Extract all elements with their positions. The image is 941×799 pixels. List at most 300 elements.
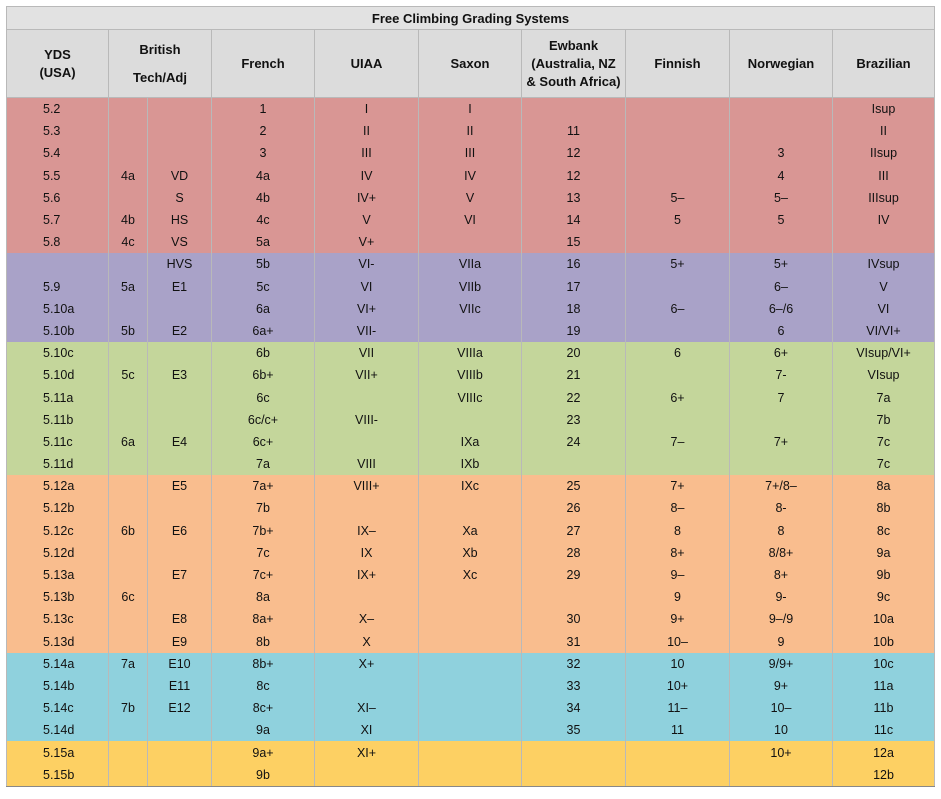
cell-brazilian: Isup [833,98,935,121]
cell-yds: 5.5 [7,165,109,187]
cell-uiaa: VIII [315,453,419,475]
cell-british-adj [148,764,212,787]
cell-norwegian: 9- [730,586,833,608]
table-row [7,231,935,253]
cell-yds: 5.10a [7,298,109,320]
cell-uiaa: IV+ [315,187,419,209]
cell-yds: 5.4 [7,142,109,164]
cell-british-tech: 5c [109,364,148,386]
cell-british-adj [148,409,212,431]
cell-brazilian: 8b [833,497,935,519]
header-ewbank [522,30,626,98]
cell-french: 2 [212,120,315,142]
header-british-line1: British [139,41,181,57]
cell-saxon: VIIb [419,276,522,298]
table-row [7,386,935,408]
cell-ewbank: 26 [522,497,626,519]
cell-norwegian: 4 [730,165,833,187]
cell-ewbank: 20 [522,342,626,364]
cell-british-adj [148,719,212,741]
cell-british-adj [148,342,212,364]
cell-saxon: I [419,98,522,121]
cell-yds: 5.10b [7,320,109,342]
table-row [7,98,935,121]
cell-british-adj [148,98,212,121]
cell-british-tech [109,608,148,630]
cell-french: 8b+ [212,653,315,675]
cell-british-tech [109,475,148,497]
cell-finnish [626,231,730,253]
table-row [7,165,935,187]
cell-norwegian: 3 [730,142,833,164]
cell-saxon [419,320,522,342]
header-yds-line1: YDS [44,46,71,62]
cell-finnish [626,98,730,121]
cell-saxon [419,608,522,630]
header-yds [7,30,109,98]
cell-ewbank: 22 [522,386,626,408]
cell-uiaa [315,497,419,519]
cell-yds: 5.11a [7,386,109,408]
cell-british-adj: VD [148,165,212,187]
cell-brazilian: III [833,165,935,187]
cell-brazilian: 8a [833,475,935,497]
table-row [7,586,935,608]
table-row [7,764,935,787]
cell-french: 5c [212,276,315,298]
cell-brazilian: 8c [833,520,935,542]
cell-saxon: Xa [419,520,522,542]
cell-saxon: VIIa [419,253,522,275]
cell-ewbank: 31 [522,631,626,653]
cell-saxon [419,764,522,787]
cell-ewbank: 15 [522,231,626,253]
cell-norwegian [730,453,833,475]
cell-brazilian: V [833,276,935,298]
cell-british-tech [109,187,148,209]
cell-yds: 5.6 [7,187,109,209]
cell-uiaa [315,764,419,787]
cell-british-adj: E5 [148,475,212,497]
cell-brazilian: IVsup [833,253,935,275]
cell-finnish [626,142,730,164]
header-french: French [212,30,315,98]
cell-british-adj: E2 [148,320,212,342]
cell-finnish: 8– [626,497,730,519]
cell-uiaa [315,586,419,608]
cell-finnish: 10 [626,653,730,675]
cell-norwegian [730,98,833,121]
cell-saxon [419,497,522,519]
cell-saxon: IV [419,165,522,187]
table-row [7,142,935,164]
cell-ewbank: 27 [522,520,626,542]
cell-british-adj: E4 [148,431,212,453]
cell-yds: 5.13a [7,564,109,586]
cell-finnish [626,276,730,298]
cell-norwegian: 6– [730,276,833,298]
cell-french: 8a [212,586,315,608]
cell-british-adj [148,142,212,164]
cell-uiaa: VII+ [315,364,419,386]
cell-yds: 5.12d [7,542,109,564]
header-uiaa: UIAA [315,30,419,98]
cell-norwegian: 7+/8– [730,475,833,497]
cell-british-tech: 6b [109,520,148,542]
cell-yds: 5.14b [7,675,109,697]
cell-finnish: 9 [626,586,730,608]
cell-brazilian: IIsup [833,142,935,164]
cell-norwegian [730,120,833,142]
cell-norwegian: 5– [730,187,833,209]
cell-finnish: 5 [626,209,730,231]
cell-brazilian: 11c [833,719,935,741]
cell-british-tech: 6a [109,431,148,453]
table-row [7,253,935,275]
cell-yds: 5.10d [7,364,109,386]
cell-finnish: 6 [626,342,730,364]
cell-saxon: VIIIa [419,342,522,364]
cell-yds: 5.12c [7,520,109,542]
cell-french: 7c+ [212,564,315,586]
cell-saxon: II [419,120,522,142]
cell-finnish [626,409,730,431]
cell-british-tech [109,142,148,164]
cell-saxon [419,231,522,253]
cell-french: 4b [212,187,315,209]
cell-brazilian: 7c [833,431,935,453]
header-finnish: Finnish [626,30,730,98]
cell-saxon: VI [419,209,522,231]
cell-brazilian: 7b [833,409,935,431]
cell-uiaa: VII [315,342,419,364]
cell-yds: 5.12a [7,475,109,497]
cell-saxon: Xb [419,542,522,564]
cell-yds [7,253,109,275]
table-row [7,675,935,697]
cell-french: 9a [212,719,315,741]
table-row [7,120,935,142]
cell-yds: 5.15b [7,764,109,787]
table-row [7,431,935,453]
cell-yds: 5.7 [7,209,109,231]
cell-french: 7b+ [212,520,315,542]
cell-finnish: 6– [626,298,730,320]
header-saxon: Saxon [419,30,522,98]
cell-british-adj: HS [148,209,212,231]
cell-french: 6a [212,298,315,320]
cell-norwegian [730,764,833,787]
cell-yds: 5.14d [7,719,109,741]
cell-uiaa: X [315,631,419,653]
cell-norwegian: 8+ [730,564,833,586]
cell-norwegian: 6–/6 [730,298,833,320]
cell-british-adj: E3 [148,364,212,386]
cell-british-adj: VS [148,231,212,253]
cell-uiaa: VIII- [315,409,419,431]
header-ewbank-line1: Ewbank [548,37,599,53]
cell-ewbank [522,741,626,763]
cell-british-adj [148,120,212,142]
cell-yds: 5.3 [7,120,109,142]
header-ewbank-line3: & South Africa) [526,73,621,89]
cell-finnish: 8+ [626,542,730,564]
cell-british-adj: E10 [148,653,212,675]
cell-british-tech: 6c [109,586,148,608]
cell-brazilian: II [833,120,935,142]
cell-norwegian: 8/8+ [730,542,833,564]
cell-norwegian: 10– [730,697,833,719]
cell-french: 5a [212,231,315,253]
cell-brazilian [833,231,935,253]
cell-british-tech [109,386,148,408]
cell-norwegian: 7 [730,386,833,408]
cell-uiaa: X+ [315,653,419,675]
cell-saxon [419,409,522,431]
cell-uiaa [315,386,419,408]
cell-ewbank: 28 [522,542,626,564]
table-row [7,276,935,298]
table-row [7,542,935,564]
grade-rows [7,98,935,787]
cell-ewbank: 29 [522,564,626,586]
cell-norwegian: 7+ [730,431,833,453]
cell-yds: 5.10c [7,342,109,364]
cell-saxon [419,697,522,719]
cell-ewbank: 12 [522,165,626,187]
cell-french: 4a [212,165,315,187]
table-row [7,697,935,719]
cell-yds: 5.11d [7,453,109,475]
table-row [7,209,935,231]
cell-brazilian: VIsup [833,364,935,386]
cell-french: 8c [212,675,315,697]
table-row [7,298,935,320]
cell-brazilian: VIsup/VI+ [833,342,935,364]
cell-british-adj [148,542,212,564]
cell-ewbank: 34 [522,697,626,719]
cell-saxon: III [419,142,522,164]
table-row [7,719,935,741]
cell-finnish: 9– [626,564,730,586]
header-brazilian: Brazilian [833,30,935,98]
cell-brazilian: 7c [833,453,935,475]
header-british [109,30,212,98]
table-row [7,320,935,342]
cell-british-adj: E7 [148,564,212,586]
cell-uiaa [315,675,419,697]
cell-yds: 5.13b [7,586,109,608]
cell-finnish: 9+ [626,608,730,630]
cell-british-tech: 5b [109,320,148,342]
cell-brazilian: 11a [833,675,935,697]
cell-ewbank: 23 [522,409,626,431]
cell-french: 5b [212,253,315,275]
cell-british-tech: 5a [109,276,148,298]
cell-british-tech: 4c [109,231,148,253]
cell-british-tech [109,253,148,275]
cell-yds: 5.14a [7,653,109,675]
cell-norwegian: 5+ [730,253,833,275]
cell-brazilian: 12b [833,764,935,787]
cell-uiaa: III [315,142,419,164]
cell-uiaa: XI [315,719,419,741]
cell-french: 9a+ [212,741,315,763]
cell-british-adj [148,586,212,608]
cell-yds: 5.11b [7,409,109,431]
cell-ewbank: 17 [522,276,626,298]
cell-ewbank: 25 [522,475,626,497]
cell-brazilian: 7a [833,386,935,408]
cell-british-adj [148,298,212,320]
cell-ewbank: 16 [522,253,626,275]
cell-french: 6a+ [212,320,315,342]
cell-finnish: 5+ [626,253,730,275]
cell-brazilian: IIIsup [833,187,935,209]
cell-saxon [419,719,522,741]
cell-ewbank: 30 [522,608,626,630]
cell-british-tech [109,741,148,763]
cell-brazilian: 10a [833,608,935,630]
table-row [7,409,935,431]
cell-british-tech [109,719,148,741]
cell-finnish [626,453,730,475]
cell-ewbank: 32 [522,653,626,675]
cell-uiaa: VIII+ [315,475,419,497]
cell-french: 9b [212,764,315,787]
table-row [7,475,935,497]
table-row [7,497,935,519]
cell-ewbank: 35 [522,719,626,741]
cell-british-tech [109,497,148,519]
cell-brazilian: IV [833,209,935,231]
cell-uiaa: XI– [315,697,419,719]
cell-uiaa: X– [315,608,419,630]
table-row [7,608,935,630]
cell-british-tech [109,631,148,653]
table-row [7,631,935,653]
cell-yds: 5.13c [7,608,109,630]
cell-ewbank [522,764,626,787]
cell-yds: 5.2 [7,98,109,121]
cell-french: 6c+ [212,431,315,453]
cell-french: 6b [212,342,315,364]
cell-british-adj [148,497,212,519]
table-row [7,187,935,209]
cell-british-tech [109,98,148,121]
cell-british-adj: E8 [148,608,212,630]
cell-ewbank: 33 [522,675,626,697]
table-row [7,564,935,586]
cell-french: 7a+ [212,475,315,497]
cell-saxon [419,675,522,697]
cell-saxon: IXa [419,431,522,453]
cell-uiaa: V [315,209,419,231]
cell-british-tech [109,764,148,787]
cell-norwegian: 10 [730,719,833,741]
cell-yds: 5.12b [7,497,109,519]
cell-yds: 5.8 [7,231,109,253]
table-row [7,453,935,475]
cell-finnish: 7– [626,431,730,453]
table-row [7,342,935,364]
cell-brazilian: 9a [833,542,935,564]
cell-british-tech [109,564,148,586]
cell-ewbank: 14 [522,209,626,231]
cell-brazilian: VI/VI+ [833,320,935,342]
cell-uiaa: IX+ [315,564,419,586]
cell-french: 8a+ [212,608,315,630]
cell-french: 1 [212,98,315,121]
header-yds-line2: (USA) [39,64,76,80]
cell-norwegian: 8- [730,497,833,519]
cell-ewbank: 13 [522,187,626,209]
cell-french: 4c [212,209,315,231]
cell-british-adj [148,453,212,475]
cell-british-adj: E12 [148,697,212,719]
cell-saxon: VIIIb [419,364,522,386]
cell-finnish [626,165,730,187]
table-row [7,364,935,386]
cell-british-adj: S [148,187,212,209]
grading-table-container [6,6,935,787]
cell-finnish [626,364,730,386]
cell-norwegian: 10+ [730,741,833,763]
cell-yds: 5.13d [7,631,109,653]
cell-british-tech [109,542,148,564]
cell-saxon [419,741,522,763]
cell-brazilian: 12a [833,741,935,763]
cell-finnish [626,764,730,787]
cell-british-tech: 4a [109,165,148,187]
cell-finnish: 10– [626,631,730,653]
cell-ewbank: 19 [522,320,626,342]
cell-saxon: V [419,187,522,209]
cell-british-tech: 7a [109,653,148,675]
cell-british-tech [109,120,148,142]
cell-british-adj [148,741,212,763]
cell-uiaa: I [315,98,419,121]
cell-saxon: IXc [419,475,522,497]
cell-british-adj: E6 [148,520,212,542]
cell-british-adj: E1 [148,276,212,298]
cell-french: 8c+ [212,697,315,719]
cell-brazilian: VI [833,298,935,320]
cell-saxon [419,653,522,675]
cell-uiaa [315,431,419,453]
cell-uiaa: II [315,120,419,142]
cell-norwegian: 6 [730,320,833,342]
cell-french: 7a [212,453,315,475]
cell-british-tech [109,342,148,364]
cell-uiaa: VI+ [315,298,419,320]
cell-british-tech [109,409,148,431]
cell-brazilian: 10b [833,631,935,653]
header-british-line2: Tech/Adj [133,69,187,85]
cell-uiaa: IV [315,165,419,187]
cell-uiaa: IX [315,542,419,564]
cell-french: 7b [212,497,315,519]
cell-ewbank: 24 [522,431,626,453]
cell-yds: 5.14c [7,697,109,719]
cell-finnish: 11 [626,719,730,741]
cell-finnish [626,741,730,763]
cell-brazilian: 9b [833,564,935,586]
cell-finnish: 7+ [626,475,730,497]
cell-british-adj: HVS [148,253,212,275]
cell-ewbank [522,98,626,121]
cell-saxon: VIIIc [419,386,522,408]
